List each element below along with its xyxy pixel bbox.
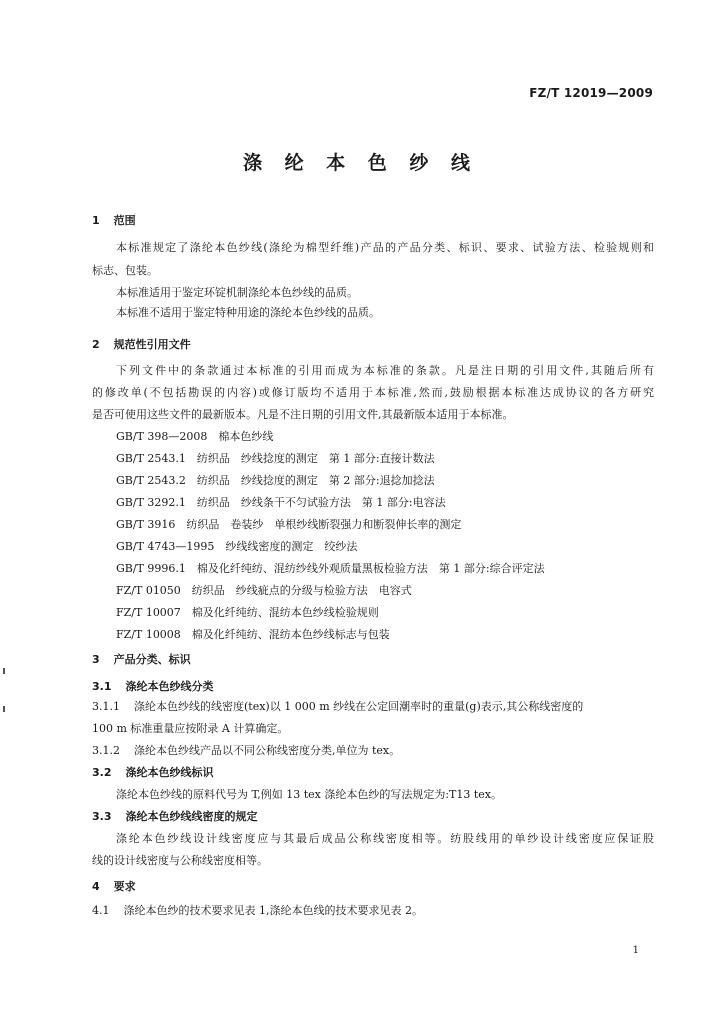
section-number: 2: [92, 338, 100, 351]
section-number: 4: [92, 880, 100, 893]
clause-number: 3.1.2: [92, 744, 120, 757]
section-title: 产品分类、标识: [113, 653, 191, 666]
section-number: 3: [92, 653, 100, 666]
reference-item: GB/T 4743—1995 纱线线密度的测定 绞纱法: [116, 540, 358, 553]
reference-item: GB/T 2543.2 纺织品 纱线捻度的测定 第 2 部分:退捻加捻法: [116, 474, 435, 487]
section-title: 范围: [113, 214, 136, 227]
document-title: 涤 纶 本 色 纱 线: [242, 152, 479, 174]
section-2-heading: [92, 338, 191, 352]
section-number: 1: [92, 214, 100, 227]
section-title: 要求: [113, 880, 136, 893]
page-number: 1: [632, 945, 639, 956]
reference-item: GB/T 3916 纺织品 卷装纱 单根纱线断裂强力和断裂伸长率的测定: [116, 518, 462, 531]
clause-number: 4.1: [92, 904, 110, 917]
clause-4-1: [92, 904, 423, 918]
reference-item: GB/T 2543.1 纺织品 纱线捻度的测定 第 1 部分:直接计数法: [116, 452, 435, 465]
reference-item: GB/T 3292.1 纺织品 纱线条干不匀试验方法 第 1 部分:电容法: [116, 496, 446, 509]
paragraph-line: 是否可使用这些文件的最新版本。凡是不注日期的引用文件,其最新版本适用于本标准。: [92, 408, 514, 421]
section-4-heading: [92, 880, 136, 894]
reference-item: GB/T 398—2008 棉本色纱线: [116, 430, 274, 443]
section-title: 规范性引用文件: [113, 338, 191, 351]
subsection-title: 涤纶本色纱线标识: [125, 766, 214, 779]
section-1-heading: [92, 214, 136, 228]
standard-number: FZ/T 12019—2009: [529, 86, 653, 100]
subsection-number: 3.2: [92, 766, 112, 779]
paragraph-line: 下列文件中的条款通过本标准的引用而成为本标准的条款。凡是注日期的引用文件,其随后所有: [116, 364, 654, 377]
paragraph: 涤纶本色纱线的原料代号为 T,例如 13 tex 涤纶本色纱的写法规定为:T13 tex。: [116, 788, 503, 801]
reference-item: FZ/T 01050 纺织品 纱线疵点的分级与检验方法 电容式: [116, 584, 412, 597]
subsection-3-3-heading: [92, 810, 258, 824]
paragraph-line: 的修改单(不包括勘误的内容)或修订版均不适用于本标准,然而,鼓励根据本标准达成协议的各方研究: [92, 386, 654, 399]
subsection-title: 涤纶本色纱线线密度的规定: [125, 810, 258, 823]
subsection-number: 3.1: [92, 680, 112, 693]
paragraph-line: 100 m 标准重量应按附录 A 计算确定。: [92, 722, 289, 735]
reference-item: FZ/T 10007 棉及化纤纯纺、混纺本色纱线检验规则: [116, 606, 379, 619]
clause-text: 涤纶本色纱的技术要求见表 1,涤纶本色线的技术要求见表 2。: [123, 904, 423, 917]
subsection-title: 涤纶本色纱线分类: [125, 680, 214, 693]
paragraph: 本标准适用于鉴定环锭机制涤纶本色纱线的品质。: [116, 286, 358, 299]
clause-text: 涤纶本色纱线的线密度(tex)以 1 000 m 纱线在公定回潮率时的重量(g)表示,其公称线密度的: [134, 700, 584, 713]
clause-text: 涤纶本色纱线产品以不同公称线密度分类,单位为 tex。: [134, 744, 401, 757]
paragraph-line: 本标准规定了涤纶本色纱线(涤纶为棉型纤维)产品的产品分类、标识、要求、试验方法、检验规则和: [116, 241, 654, 254]
paragraph: 本标准不适用于鉴定特种用途的涤纶本色纱线的品质。: [116, 306, 380, 319]
paragraph-line: 线的设计线密度与公称线密度相等。: [92, 854, 268, 867]
subsection-3-1-heading: [92, 680, 214, 694]
clause-number: 3.1.1: [92, 700, 120, 713]
subsection-number: 3.3: [92, 810, 112, 823]
reference-item: FZ/T 10008 棉及化纤纯纺、混纺本色纱线标志与包装: [116, 628, 390, 641]
scan-margin-mark: [3, 668, 5, 674]
paragraph-line: 涤纶本色纱线设计线密度应与其最后成品公称线密度相等。纺股线用的单纱设计线密度应保证股: [116, 832, 654, 845]
scan-margin-mark: [3, 706, 5, 712]
subsection-3-2-heading: [92, 766, 214, 780]
paragraph-line: 标志、包装。: [92, 264, 158, 277]
reference-item: GB/T 9996.1 棉及化纤纯纺、混纺纱线外观质量黑板检验方法 第 1 部分:综合评定法: [116, 562, 545, 575]
clause-3-1-2: [92, 744, 400, 758]
clause-3-1-1: [92, 700, 583, 714]
section-3-heading: [92, 653, 191, 667]
